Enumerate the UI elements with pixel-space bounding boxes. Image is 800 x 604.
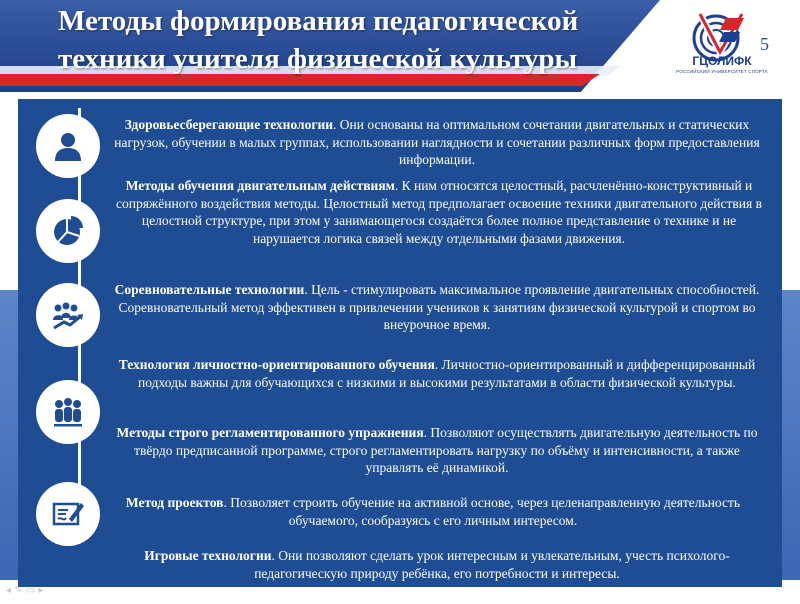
- group-icon: [51, 395, 85, 429]
- icon-circle-3: [36, 283, 100, 347]
- list-item-1: [112, 116, 762, 169]
- list-item-5: [110, 424, 764, 477]
- side-bar-right: [782, 290, 800, 580]
- item-text: . Позволяют осуществлять двигательную деятельность по твёрдо предписанной программе, строго регламентировать нагрузку по объёму и интенсивности, а также управлять её динамикой.: [134, 425, 758, 475]
- slide-header: [0, 0, 800, 92]
- list-item-4: [110, 356, 764, 391]
- item-text: . Личностно-ориентированный и дифференцированный подходы важны для обучающихся с низкими и высокими результатами в области физической культуры.: [138, 357, 756, 390]
- item-title: Методы строго регламентированного упражнения: [116, 425, 424, 440]
- list-item-2: [108, 177, 770, 247]
- document-pen-icon: [51, 497, 85, 531]
- icon-circle-2: [36, 199, 100, 263]
- item-text: . Они основаны на оптимальном сочетании двигательных и статических нагрузок, обучении в малых группах, использовании наглядности и сочетании различных форм предоставления информации.: [114, 117, 760, 167]
- item-title: Технология личностно-ориентированного обучения: [118, 357, 435, 372]
- icon-circle-4: [36, 380, 100, 444]
- item-text: . Позволяет строить обучение на активной основе, через целенаправленную деятельность обучаемого, сообразуясь с его личным интересом.: [223, 495, 741, 528]
- item-title: Здоровьесберегающие технологии: [124, 117, 334, 132]
- item-text: . Цель - стимулировать максимальное проявление двигательных способностей. Соревновательный метод эффективен в привлечении учеников к занятиям физической культурой и спортом во внеурочное время.: [118, 282, 760, 332]
- side-bar-left: [0, 290, 18, 580]
- item-title: Методы обучения двигательным действиям: [125, 178, 395, 193]
- list-item-3: [112, 281, 762, 334]
- slide-nav-controls[interactable]: ◂ ✎ ▭ ▸: [6, 585, 44, 596]
- item-title: Соревновательные технологии: [114, 282, 305, 297]
- logo-name: ГЦОЛИФК: [692, 54, 752, 68]
- icon-circle-5: [36, 482, 100, 546]
- item-text: . К ним относятся целостный, расчленённо-конструктивный и сопряжённого воздействия методы. Целостный метод предполагает освоение техники двигательного действия в целостной структуре, при этом у занимающегося создаётся более полное представление о технике и не нарушается логика связей между отдельными фазами движения.: [116, 178, 762, 246]
- icon-circle-1: [36, 114, 100, 178]
- pie-chart-icon: [51, 214, 85, 248]
- person-icon: [51, 129, 85, 163]
- list-item-7: [112, 547, 762, 582]
- page-number: 5: [760, 34, 769, 54]
- item-text: . Они позволяют сделать урок интересным и увлекательным, учесть психолого-педагогическую природу ребёнка, его потребности и интересы.: [254, 548, 730, 581]
- logo-subtitle: РОССИЙСКИЙ УНИВЕРСИТЕТ СПОРТА: [676, 69, 768, 74]
- slide-title: Методы формирования педагогической техники учителя физической культуры: [58, 5, 579, 75]
- list-item-6: [108, 494, 758, 529]
- team-growth-icon: [51, 298, 85, 332]
- item-title: Метод проектов: [125, 495, 224, 510]
- item-title: Игровые технологии: [144, 548, 272, 563]
